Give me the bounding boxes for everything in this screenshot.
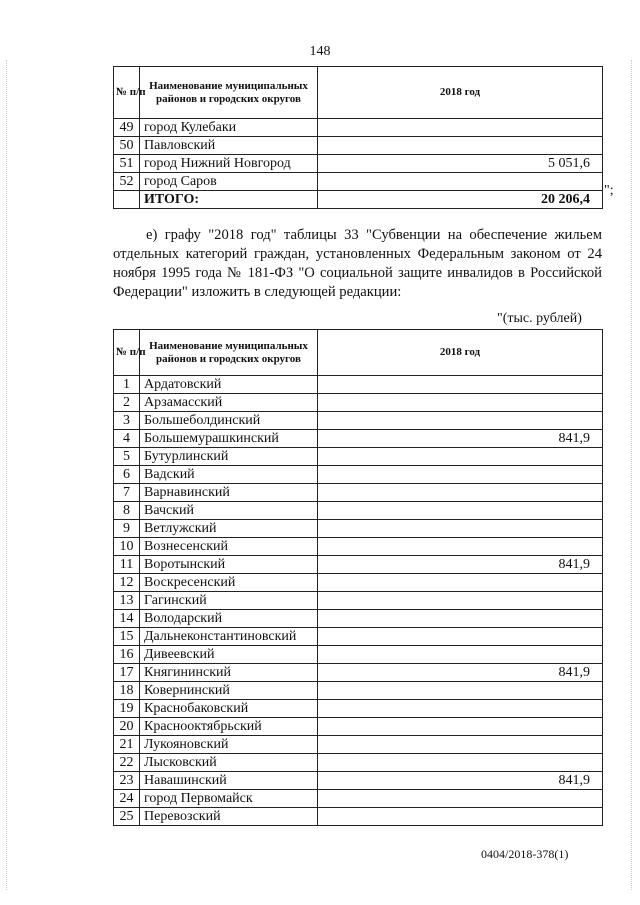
right-margin-line [631, 60, 632, 890]
row-name: Краснооктябрьский [140, 718, 318, 736]
row-name: Княгининский [140, 664, 318, 682]
table-33-body [114, 376, 603, 826]
table-row [114, 538, 603, 556]
table-row [114, 646, 603, 664]
table-row [114, 520, 603, 538]
row-name: Вачский [140, 502, 318, 520]
left-margin-line [6, 60, 7, 890]
row-number: 23 [114, 772, 140, 790]
row-value [318, 394, 603, 412]
table-row [114, 502, 603, 520]
document-code: 0404/2018-378(1) [481, 847, 569, 861]
row-number: 19 [114, 700, 140, 718]
row-name: Перевозский [140, 808, 318, 826]
total-row [114, 191, 603, 209]
row-number: 2 [114, 394, 140, 412]
row-value [318, 592, 603, 610]
row-value [318, 646, 603, 664]
row-value [318, 574, 603, 592]
row-value [318, 610, 603, 628]
row-name: Воротынский [140, 556, 318, 574]
total-value: 20 206,4 [318, 191, 603, 209]
row-name: Большемурашкинский [140, 430, 318, 448]
table-row [114, 736, 603, 754]
page-number: 148 [309, 44, 331, 59]
row-name: Навашинский [140, 772, 318, 790]
row-name: город Саров [140, 173, 318, 191]
row-number: 14 [114, 610, 140, 628]
row-number: 7 [114, 484, 140, 502]
table-row [114, 376, 603, 394]
row-value [318, 412, 603, 430]
table-row [114, 574, 603, 592]
row-name: Лукояновский [140, 736, 318, 754]
row-number: 51 [114, 155, 140, 173]
row-name: Вадский [140, 466, 318, 484]
table-closing-mark: "; [604, 183, 614, 198]
col-header-name: Наименование муниципальных районов и городских округов [140, 330, 318, 376]
table-row [114, 155, 603, 173]
row-name: город Кулебаки [140, 119, 318, 137]
table-row [114, 754, 603, 772]
row-value [318, 502, 603, 520]
table-row [114, 610, 603, 628]
row-number: 49 [114, 119, 140, 137]
row-value [318, 700, 603, 718]
row-value [318, 119, 603, 137]
table-row [114, 466, 603, 484]
row-number: 9 [114, 520, 140, 538]
row-value [318, 754, 603, 772]
row-value [318, 520, 603, 538]
row-value [318, 484, 603, 502]
table-row [114, 700, 603, 718]
row-number: 18 [114, 682, 140, 700]
table-row [114, 556, 603, 574]
row-name: Дивеевский [140, 646, 318, 664]
row-value [318, 137, 603, 155]
row-number: 5 [114, 448, 140, 466]
row-value: 5 051,6 [318, 155, 603, 173]
table-row [114, 628, 603, 646]
row-number: 52 [114, 173, 140, 191]
row-value [318, 808, 603, 826]
row-value [318, 376, 603, 394]
row-number: 4 [114, 430, 140, 448]
row-number: 21 [114, 736, 140, 754]
table-row [114, 412, 603, 430]
row-name: Володарский [140, 610, 318, 628]
row-value: 841,9 [318, 664, 603, 682]
row-number: 22 [114, 754, 140, 772]
row-number: 24 [114, 790, 140, 808]
table-row [114, 790, 603, 808]
row-number: 12 [114, 574, 140, 592]
table-row [114, 682, 603, 700]
table-row [114, 448, 603, 466]
row-number: 6 [114, 466, 140, 484]
row-value [318, 790, 603, 808]
table-row [114, 430, 603, 448]
row-name: Варнавинский [140, 484, 318, 502]
row-value: 841,9 [318, 430, 603, 448]
row-name: Арзамасский [140, 394, 318, 412]
row-name: Гагинский [140, 592, 318, 610]
table-row [114, 772, 603, 790]
row-name: Вознесенский [140, 538, 318, 556]
table-row [114, 808, 603, 826]
row-value: 841,9 [318, 556, 603, 574]
row-number: 1 [114, 376, 140, 394]
row-number: 16 [114, 646, 140, 664]
row-name: город Нижний Новгород [140, 155, 318, 173]
row-name: Бутурлинский [140, 448, 318, 466]
table-row [114, 718, 603, 736]
row-value [318, 448, 603, 466]
row-name: Воскресенский [140, 574, 318, 592]
total-num-cell [114, 191, 140, 209]
col-header-year: 2018 год [318, 330, 603, 376]
row-number: 17 [114, 664, 140, 682]
col-header-year: 2018 год [318, 67, 603, 119]
col-header-num: № п/п [114, 330, 140, 376]
total-label: ИТОГО: [140, 191, 318, 209]
row-name: Ветлужский [140, 520, 318, 538]
col-header-num: № п/п [114, 67, 140, 119]
row-value [318, 173, 603, 191]
row-number: 11 [114, 556, 140, 574]
row-name: Павловский [140, 137, 318, 155]
table-row [114, 484, 603, 502]
amendment-paragraph: е) графу "2018 год" таблицы 33 "Субвенции на обеспечение жильем отдельных категорий граждан, установленных Федеральным законом от 24 ноября 1995 года № 181-ФЗ "О социальной защите инвалидов в Российской Федерации" изложить в следующей редакции: [113, 227, 602, 300]
row-name: Дальнеконстантиновский [140, 628, 318, 646]
table-row [114, 664, 603, 682]
row-number: 15 [114, 628, 140, 646]
col-header-name: Наименование муниципальных районов и городских округов [140, 67, 318, 119]
row-name: Ковернинский [140, 682, 318, 700]
table-continuation [113, 66, 603, 209]
row-name: Ардатовский [140, 376, 318, 394]
row-name: Лысковский [140, 754, 318, 772]
row-name: Большеболдинский [140, 412, 318, 430]
row-number: 10 [114, 538, 140, 556]
table-continuation-body [114, 119, 603, 191]
table-row [114, 173, 603, 191]
table-row [114, 137, 603, 155]
row-number: 25 [114, 808, 140, 826]
row-value [318, 628, 603, 646]
row-value [318, 538, 603, 556]
row-number: 3 [114, 412, 140, 430]
row-value [318, 466, 603, 484]
row-value [318, 682, 603, 700]
row-value: 841,9 [318, 772, 603, 790]
row-value [318, 718, 603, 736]
table-33 [113, 329, 603, 826]
row-number: 20 [114, 718, 140, 736]
row-value [318, 736, 603, 754]
row-number: 13 [114, 592, 140, 610]
row-number: 50 [114, 137, 140, 155]
units-label: "(тыс. рублей) [497, 311, 582, 326]
row-name: Краснобаковский [140, 700, 318, 718]
row-number: 8 [114, 502, 140, 520]
table-row [114, 394, 603, 412]
row-name: город Первомайск [140, 790, 318, 808]
table-row [114, 592, 603, 610]
table-row [114, 119, 603, 137]
